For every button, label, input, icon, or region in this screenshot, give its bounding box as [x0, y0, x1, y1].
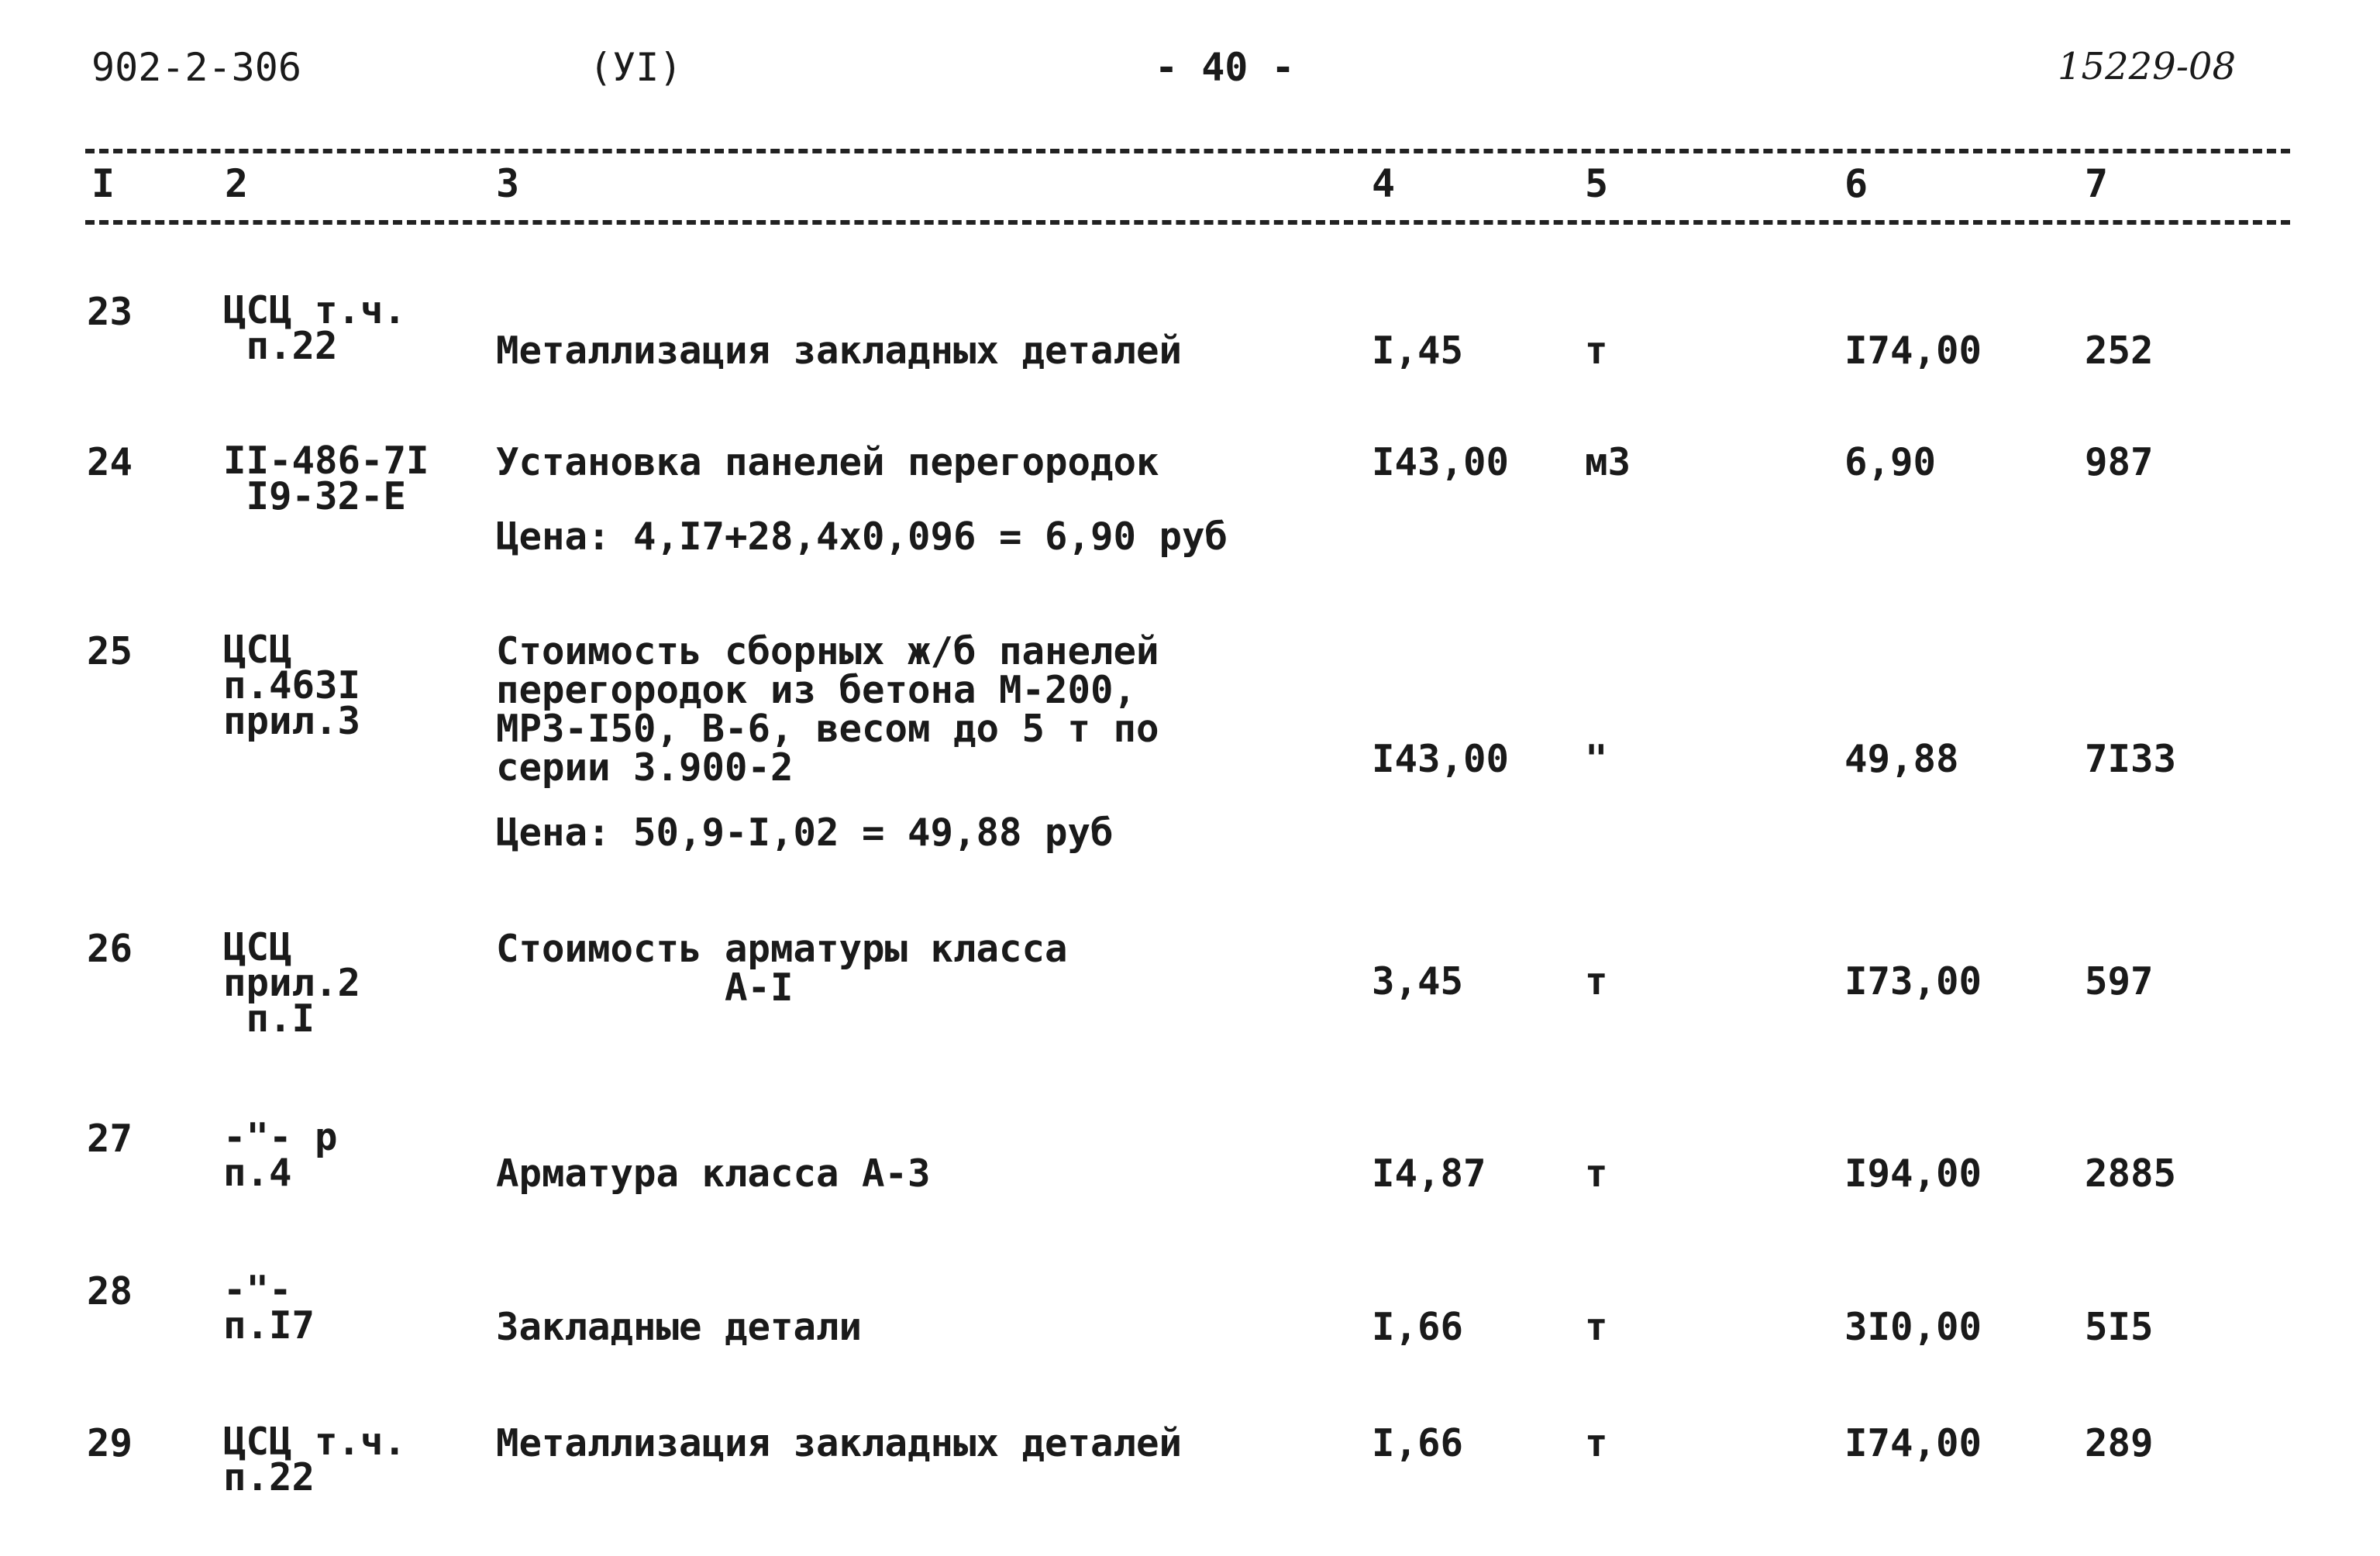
- row-number: 27: [87, 1117, 133, 1161]
- unit-cell: м3: [1585, 440, 1631, 484]
- reference-line: прил.2: [223, 961, 361, 1005]
- quantity-cell: 3,45: [1372, 959, 1464, 1003]
- description-line: серии 3.900-2: [496, 745, 794, 790]
- row-number: 28: [87, 1269, 133, 1313]
- reference-line: ЦСЦ: [223, 628, 292, 672]
- reference-line: -"- р: [223, 1115, 338, 1159]
- quantity-cell: I43,00: [1372, 440, 1510, 484]
- reference-line: ЦСЦ т.ч.: [223, 288, 407, 332]
- row-number: 29: [87, 1421, 133, 1465]
- quantity-cell: I4,87: [1372, 1152, 1486, 1196]
- price-note: Цена: 4,I7+28,4х0,096 = 6,90 руб: [496, 515, 1228, 559]
- reference-line: -"-: [223, 1268, 292, 1312]
- reference-line: I9-32-Е: [223, 474, 407, 518]
- section-number: (УI): [589, 45, 683, 90]
- price-cell: I73,00: [1844, 959, 1982, 1003]
- price-cell: I74,00: [1844, 1421, 1982, 1465]
- unit-cell: т: [1585, 1421, 1608, 1465]
- reference-line: ЦСЦ т.ч.: [223, 1420, 407, 1464]
- description-line: Стоимость сборных ж/б панелей: [496, 629, 1159, 673]
- total-cell: 2885: [2085, 1152, 2177, 1196]
- total-cell: 7I33: [2085, 737, 2177, 781]
- column-number: 5: [1585, 161, 1609, 206]
- description-line: Установка панелей перегородок: [496, 440, 1159, 484]
- price-cell: 6,90: [1844, 440, 1937, 484]
- column-number: 3: [496, 161, 520, 206]
- column-number: 7: [2085, 161, 2109, 206]
- total-cell: 252: [2085, 329, 2154, 373]
- reference-line: п.463I: [223, 663, 361, 707]
- row-number: 25: [87, 629, 133, 673]
- unit-cell: т: [1585, 959, 1608, 1003]
- unit-cell: ": [1585, 737, 1608, 781]
- reference-line: п.I: [223, 997, 315, 1041]
- quantity-cell: I,66: [1372, 1305, 1464, 1349]
- row-number: 24: [87, 440, 133, 484]
- price-cell: I94,00: [1844, 1152, 1982, 1196]
- total-cell: 987: [2085, 440, 2154, 484]
- price-cell: 49,88: [1844, 737, 1959, 781]
- description-line: Арматура класса А-3: [496, 1152, 931, 1196]
- description-line: перегородок из бетона М-200,: [496, 668, 1137, 712]
- column-number: 6: [1844, 161, 1869, 206]
- quantity-cell: I,45: [1372, 329, 1464, 373]
- page-number: - 40 -: [1155, 45, 1295, 90]
- header-rule-bottom: [85, 220, 2290, 225]
- total-cell: 289: [2085, 1421, 2154, 1465]
- description-line: МРЗ-I50, В-6, весом до 5 т по: [496, 707, 1159, 751]
- description-line: Металлизация закладных деталей: [496, 1421, 1183, 1465]
- description-line: А-I: [496, 966, 794, 1010]
- quantity-cell: I,66: [1372, 1421, 1464, 1465]
- row-number: 26: [87, 927, 133, 971]
- quantity-cell: I43,00: [1372, 737, 1510, 781]
- document-code: 902-2-306: [91, 45, 301, 90]
- reference-line: прил.3: [223, 699, 361, 743]
- reference-line: п.4: [223, 1151, 292, 1195]
- unit-cell: т: [1585, 1305, 1608, 1349]
- reference-line: п.22: [223, 1455, 315, 1499]
- row-number: 23: [87, 290, 133, 334]
- price-cell: I74,00: [1844, 329, 1982, 373]
- column-number: 4: [1372, 161, 1396, 206]
- column-number: I: [91, 161, 115, 206]
- reference-line: п.22: [223, 324, 338, 368]
- reference-line: II-486-7I: [223, 439, 429, 483]
- description-line: Металлизация закладных деталей: [496, 329, 1183, 373]
- total-cell: 597: [2085, 959, 2154, 1003]
- description-line: Стоимость арматуры класса: [496, 927, 1068, 971]
- archive-number: 15229-08: [2058, 45, 2236, 88]
- reference-line: п.I7: [223, 1303, 315, 1348]
- unit-cell: т: [1585, 329, 1608, 373]
- column-number: 2: [225, 161, 249, 206]
- price-cell: 3I0,00: [1844, 1305, 1982, 1349]
- unit-cell: т: [1585, 1152, 1608, 1196]
- reference-line: ЦСЦ: [223, 925, 292, 969]
- header-rule-top: [85, 149, 2290, 153]
- price-note: Цена: 50,9-I,02 = 49,88 руб: [496, 811, 1114, 855]
- description-line: Закладные детали: [496, 1305, 863, 1349]
- total-cell: 5I5: [2085, 1305, 2154, 1349]
